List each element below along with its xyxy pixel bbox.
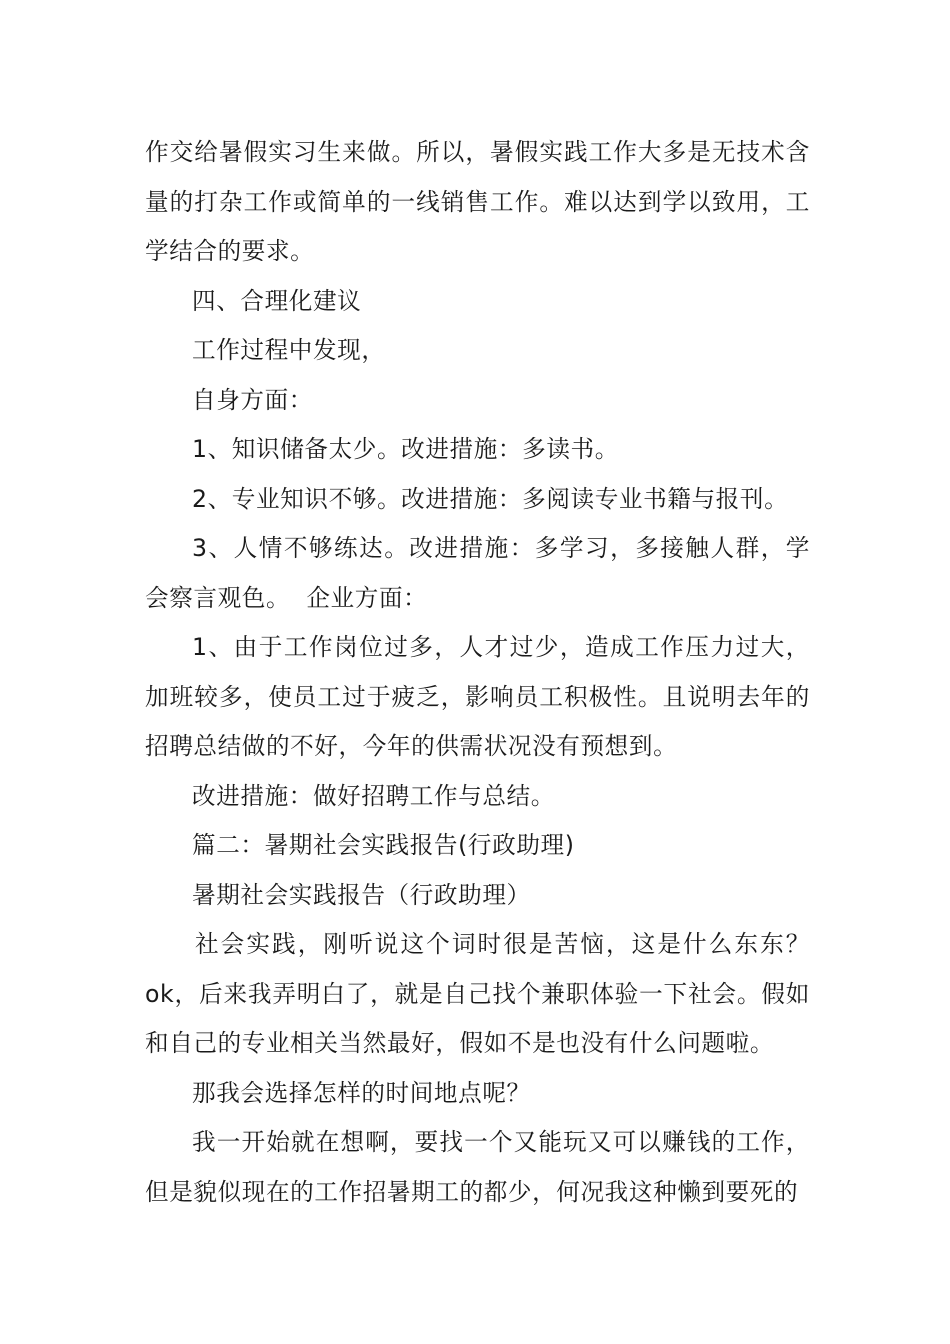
section-heading-suggestions: 四、合理化建议 (192, 286, 362, 315)
list-item-self-1: 1、知识储备太少。改进措施：多读书。 (192, 435, 619, 463)
document-body (145, 128, 810, 1217)
chapter-heading-part-two: 篇二：暑期社会实践报告(行政助理) (192, 831, 575, 859)
paragraph-1: 作交给暑假实习生来做。所以，暑假实践工作大多是无技术含量的打杂工作或简单的一线销售工作。难以达到学以致用，工学结合的要求。 (145, 138, 810, 265)
paragraph-findings: 工作过程中发现， (192, 336, 386, 364)
paragraph-self-aspect: 自身方面： (192, 385, 313, 414)
list-item-self-3: 3、人情不够练达。改进措施：多学习，多接触人群，学会察言观色。 企业方面： (145, 534, 810, 612)
paragraph-time-place: 那我会选择怎样的时间地点呢？ (192, 1078, 531, 1107)
list-item-self-2: 2、专业知识不够。改进措施：多阅读专业书籍与报刊。 (192, 484, 789, 513)
list-item-company-1: 1、由于工作岗位过多，人才过少，造成工作压力过大，加班较多，使员工过于疲乏，影响员工积极性。且说明去年的招聘总结做的不好，今年的供需状况没有预想到。 (145, 633, 810, 760)
paragraph-job-search: 我一开始就在想啊，要找一个又能玩又可以赚钱的工作，但是貌似现在的工作招暑期工的都少，何况我这种懒到要死的 (145, 1128, 810, 1206)
report-title: 暑期社会实践报告（行政助理） (192, 880, 531, 909)
paragraph-improvement: 改进措施：做好招聘工作与总结。 (192, 781, 555, 810)
paragraph-social-practice: 社会实践，刚听说这个词时很是苦恼，这是什么东东？ok，后来我弄明白了，就是自己找个兼职体验一下社会。假如和自己的专业相关当然最好，假如不是也没有什么问题啦。 (145, 930, 810, 1057)
